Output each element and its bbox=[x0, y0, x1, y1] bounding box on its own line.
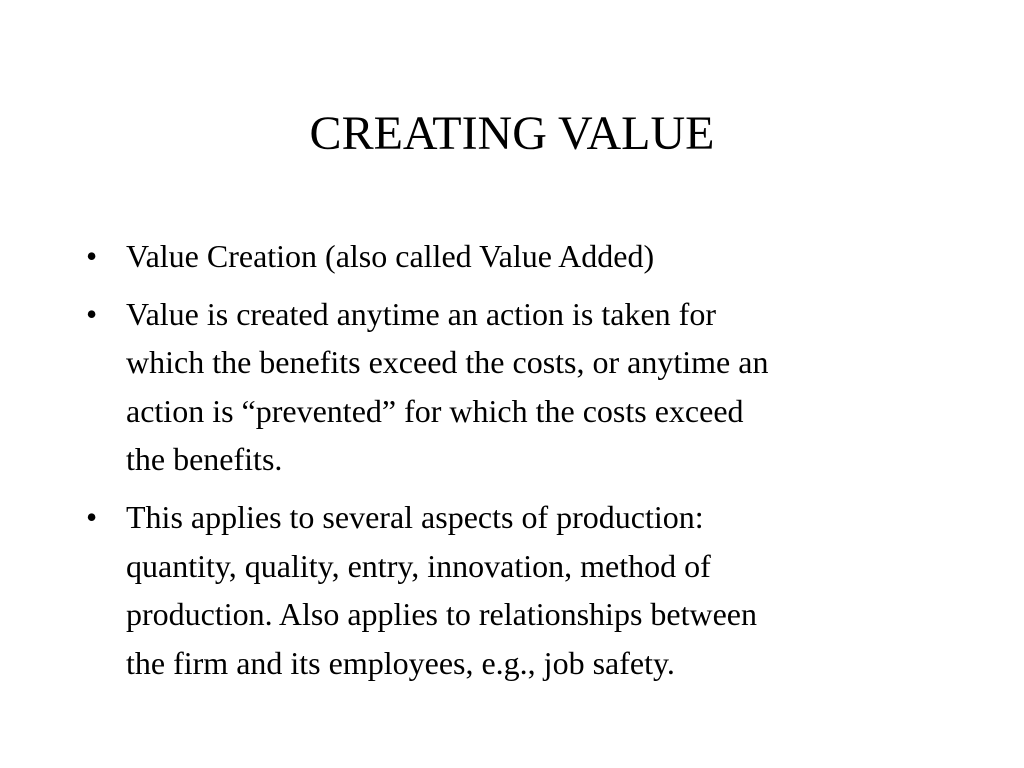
bullet-item-3 bbox=[86, 493, 946, 687]
bullet-icon: • bbox=[86, 498, 98, 535]
bullet-item-2 bbox=[86, 290, 946, 484]
bullet-text-line: This applies to several aspects of production: bbox=[126, 498, 704, 535]
bullet-icon: • bbox=[86, 238, 98, 274]
bullet-text-line: Value Creation (also called Value Added) bbox=[126, 238, 655, 274]
bullet-text-line: action is “prevented” for which the costs exceed bbox=[126, 392, 744, 429]
bullet-list bbox=[86, 232, 946, 696]
bullet-text-line: Value is created anytime an action is taken for bbox=[126, 295, 716, 332]
bullet-text-line: the benefits. bbox=[126, 441, 283, 478]
bullet-text-line: the firm and its employees, e.g., job safety. bbox=[126, 644, 675, 681]
bullet-icon: • bbox=[86, 295, 98, 332]
bullet-item-1 bbox=[86, 232, 946, 281]
bullet-text-line: quantity, quality, entry, innovation, method of bbox=[126, 547, 711, 584]
bullet-text-line: production. Also applies to relationships between bbox=[126, 596, 757, 633]
bullet-text-line: which the benefits exceed the costs, or anytime an bbox=[126, 344, 769, 381]
slide-title: CREATING VALUE bbox=[309, 107, 715, 160]
